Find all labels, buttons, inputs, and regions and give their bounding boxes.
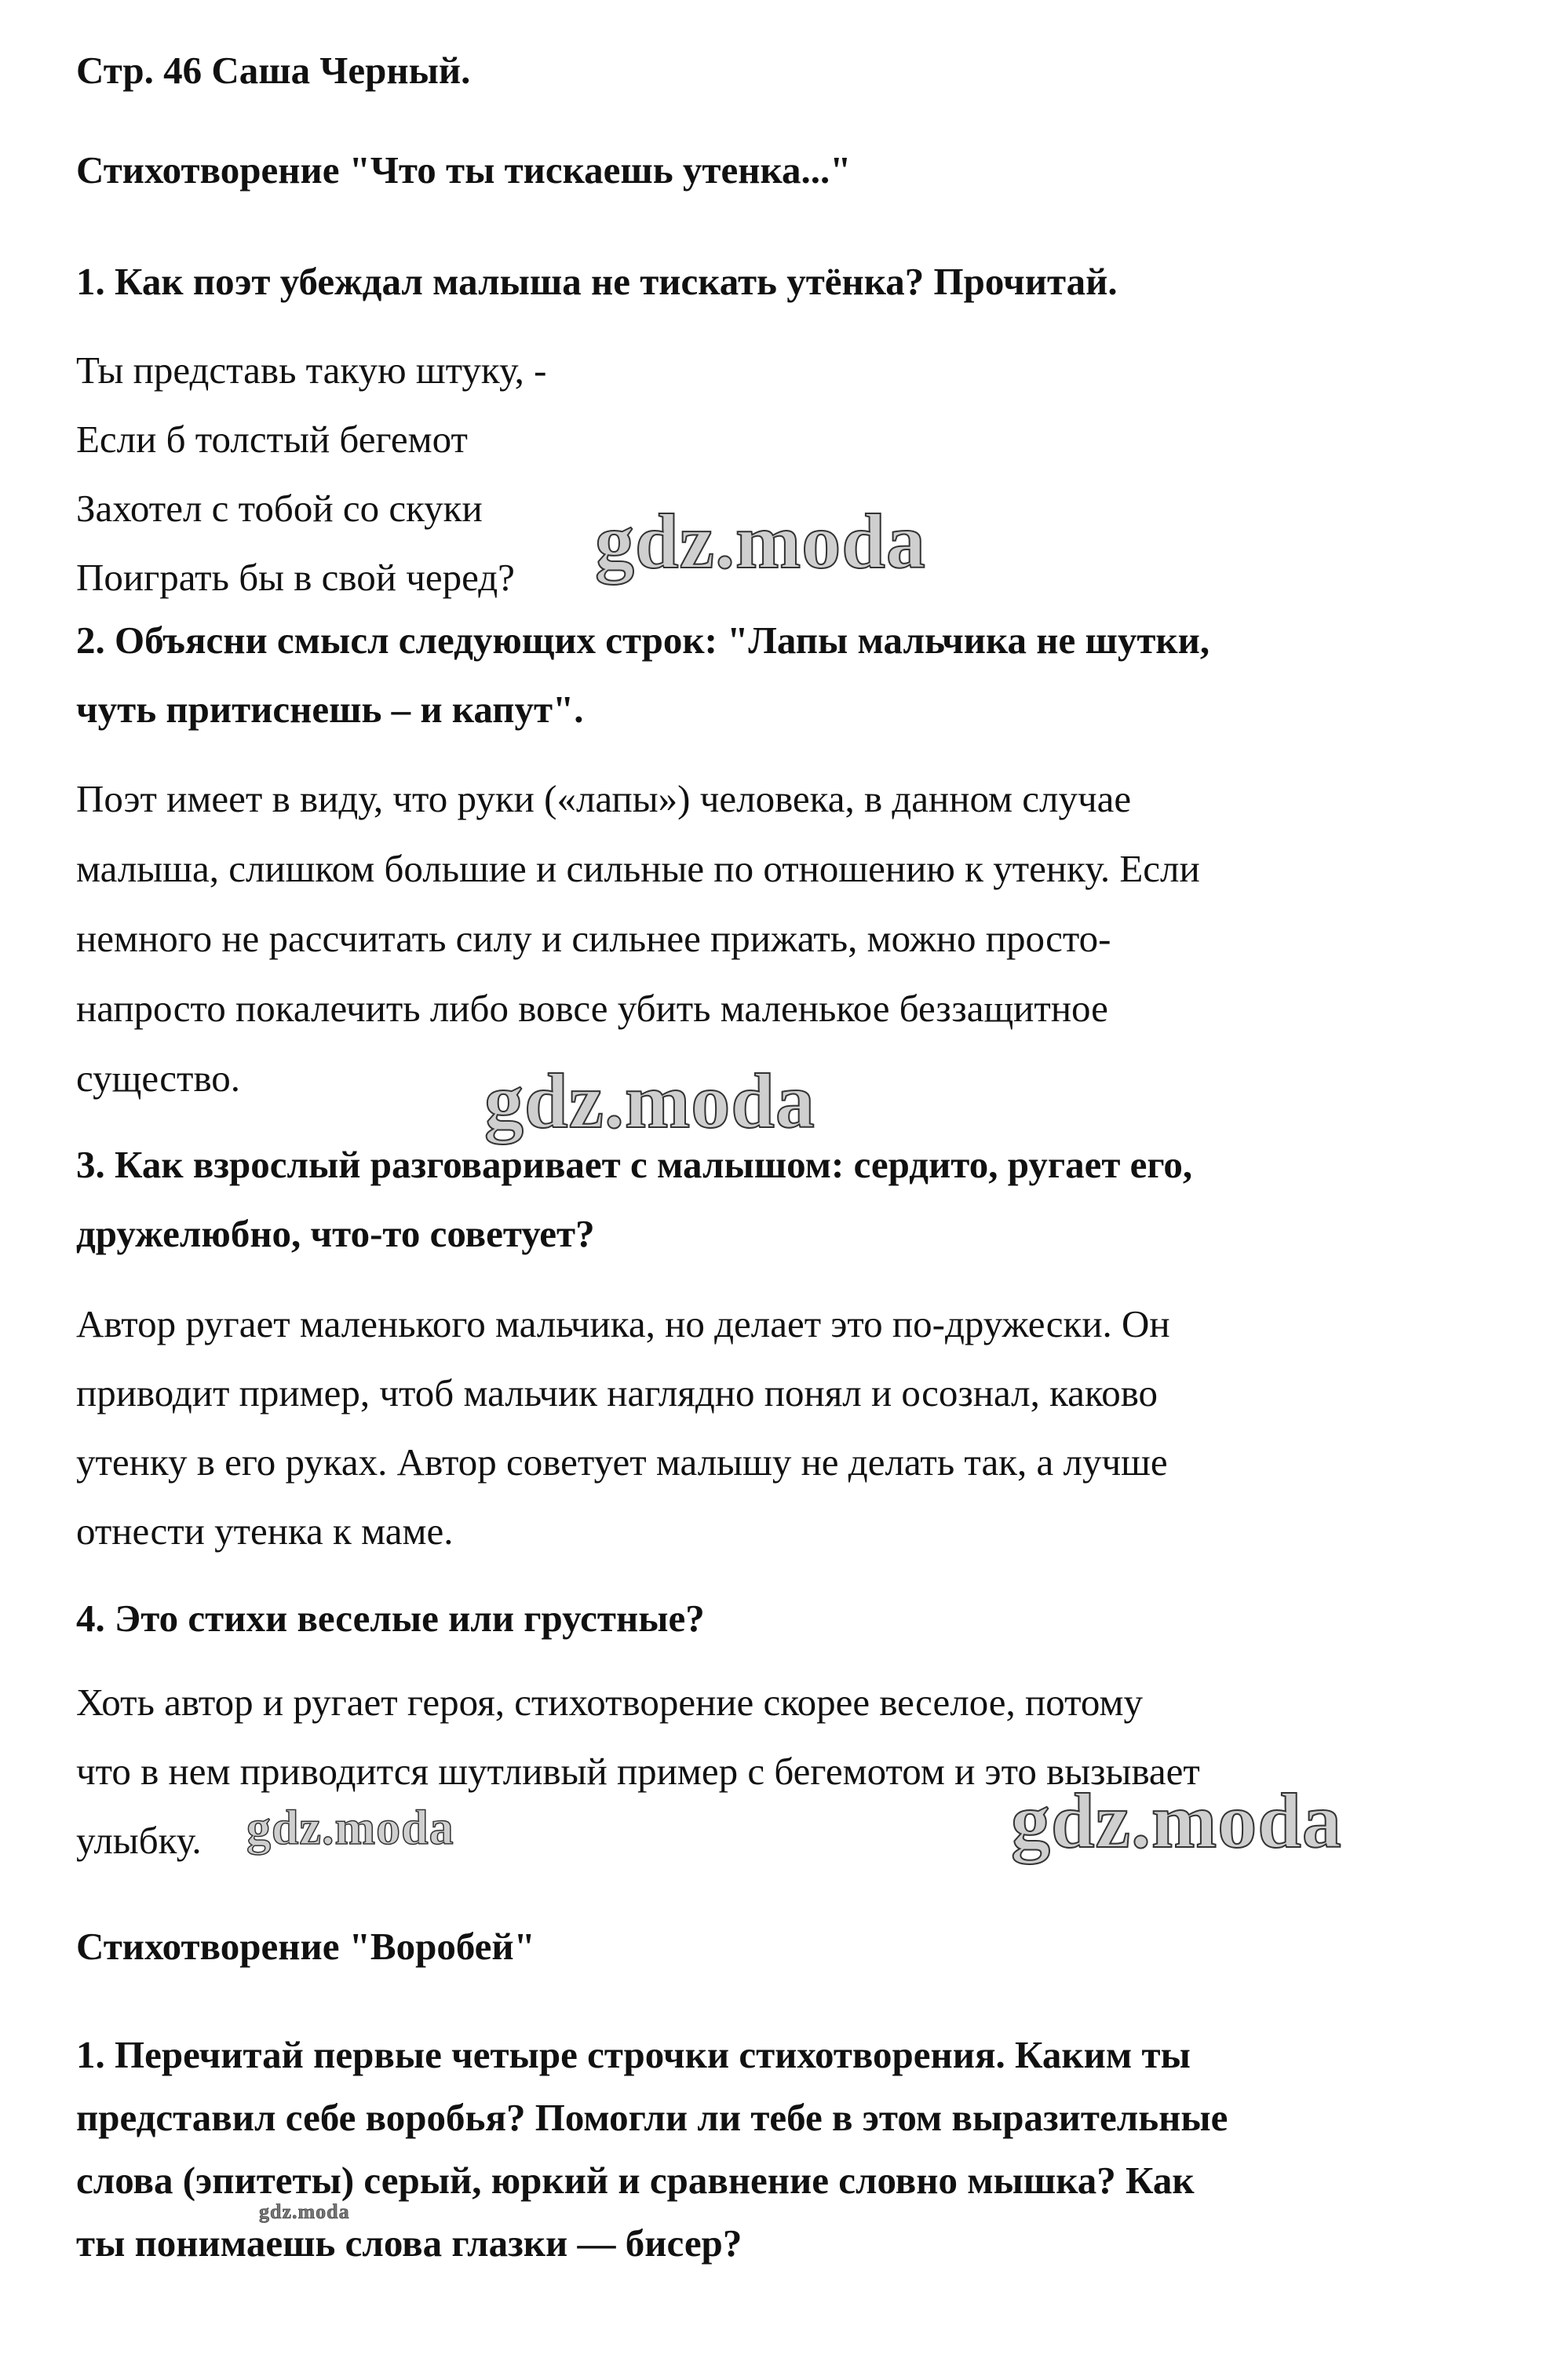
answer-line: отнести утенка к маме. xyxy=(76,1509,454,1553)
answer-line: Автор ругает маленького мальчика, но делает это по-дружески. Он xyxy=(76,1302,1170,1345)
answer-line: Хоть автор и ругает героя, стихотворение скорее веселое, потому xyxy=(76,1681,1143,1724)
question-line: слова (эпитеты) серый, юркий и сравнение словно мышка? Как xyxy=(76,2159,1195,2202)
answer-line: что в нем приводится шутливый пример с бегемотом и это вызывает xyxy=(76,1750,1200,1793)
question-line: чуть притиснешь – и капут". xyxy=(76,688,584,731)
answer-line: утенку в его руках. Автор советует малышу не делать так, а лучше xyxy=(76,1440,1168,1484)
question-3 xyxy=(76,1130,1192,1268)
question-line: 3. Как взрослый разговаривает с малышом: сердито, ругает его, xyxy=(76,1143,1193,1186)
question-line: представил себе воробья? Помогли ли тебе в этом выразительные xyxy=(76,2096,1228,2139)
answer-line: Поэт имеет в виду, что руки («лапы») человека, в данном случае xyxy=(76,777,1132,820)
question-2 xyxy=(76,606,1210,744)
answer-line: существо. xyxy=(76,1057,241,1100)
page-header: Стр. 46 Саша Черный. xyxy=(76,49,471,92)
answer-3 xyxy=(76,1290,1170,1566)
quote-line: Ты представь такую штуку, - xyxy=(76,349,547,392)
poem-quote xyxy=(76,336,546,612)
answer-line: малыша, слишком большие и сильные по отношению к утенку. Если xyxy=(76,847,1200,890)
watermark: gdz.moda xyxy=(246,1801,454,1855)
watermark: gdz.moda xyxy=(484,1057,815,1144)
watermark: gdz.moda xyxy=(595,498,926,585)
quote-line: Поиграть бы в свой черед? xyxy=(76,556,515,599)
question-line: 1. Перечитай первые четыре строчки стихотворения. Каким ты xyxy=(76,2033,1191,2076)
quote-line: Захотел с тобой со скуки xyxy=(76,487,483,530)
poem2-question-1 xyxy=(76,2024,1228,2275)
poem1-title: Стихотворение "Что ты тискаешь утенка..." xyxy=(76,148,852,192)
answer-line: улыбку. xyxy=(76,1819,202,1862)
question-4: 4. Это стихи веселые или грустные? xyxy=(76,1597,705,1640)
poem2-title: Стихотворение "Воробей" xyxy=(76,1925,535,1968)
answer-line: приводит пример, чтоб мальчик наглядно понял и осознал, каково xyxy=(76,1371,1158,1414)
answer-line: напросто покалечить либо вовсе убить маленькое беззащитное xyxy=(76,987,1108,1030)
question-line: ты понимаешь слова глазки — бисер? xyxy=(76,2221,742,2265)
watermark: gdz.moda xyxy=(1011,1777,1342,1864)
watermark: gdz.moda xyxy=(259,2200,350,2223)
answer-line: немного не рассчитать силу и сильнее прижать, можно просто- xyxy=(76,917,1111,960)
question-1: 1. Как поэт убеждал малыша не тискать утёнка? Прочитай. xyxy=(76,260,1118,303)
question-line: дружелюбно, что-то советует? xyxy=(76,1212,595,1255)
quote-line: Если б толстый бегемот xyxy=(76,418,468,461)
question-line: 2. Объясни смысл следующих строк: "Лапы мальчика не шутки, xyxy=(76,619,1210,662)
